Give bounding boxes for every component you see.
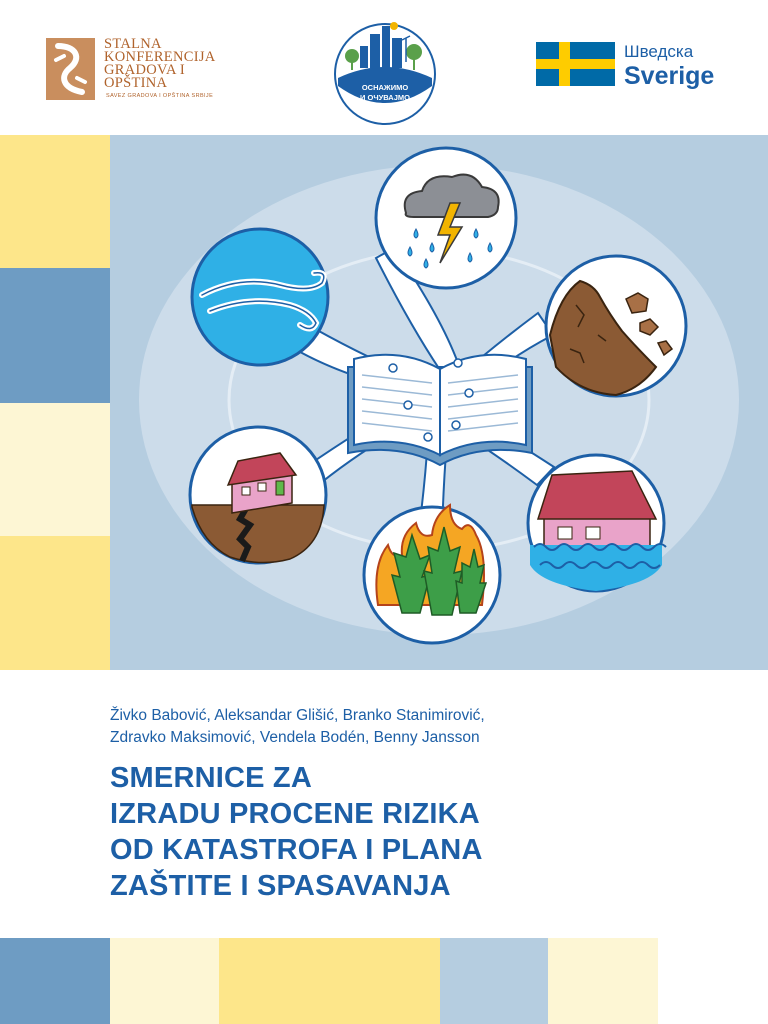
project-logo-line1: ОСНАЖИМО xyxy=(361,83,409,92)
skgo-name xyxy=(104,38,216,90)
project-logo-line2: И ОЧУВАЈМО xyxy=(360,93,410,102)
title-line: SMERNICE ZA xyxy=(110,762,312,794)
skgo-name-line: KONFERENCIJA xyxy=(104,49,216,65)
swedish-flag-icon xyxy=(536,42,615,86)
decor-block-yellow xyxy=(219,938,440,1024)
decor-block-cream xyxy=(110,938,219,1024)
wildfire-icon xyxy=(364,505,500,643)
wind-icon xyxy=(192,229,328,365)
sweden-logo xyxy=(536,42,736,92)
decor-block-cream xyxy=(0,403,110,536)
authors-line: Živko Babović, Aleksandar Glišić, Branko Stanimirović, xyxy=(110,707,485,724)
project-logo xyxy=(330,16,440,126)
skgo-name-line: STALNA xyxy=(104,36,162,52)
hazards-illustration xyxy=(110,135,768,670)
decor-block-light-blue xyxy=(440,938,548,1024)
decor-block-blue xyxy=(0,268,110,403)
sweden-logo-cyrillic: Шведска xyxy=(624,42,694,61)
skgo-emblem-icon xyxy=(46,38,95,100)
storm-icon xyxy=(376,148,516,288)
authors-line: Zdravko Maksimović, Vendela Bodén, Benny Jansson xyxy=(110,729,480,746)
title-line: ZAŠTITE I SPASAVANJA xyxy=(110,870,451,902)
landslide-icon xyxy=(546,256,686,396)
flood-icon xyxy=(528,455,666,591)
skgo-name-line: OPŠTINA xyxy=(104,75,168,91)
skgo-name-line: GRADOVA I xyxy=(104,62,185,78)
skgo-logo xyxy=(46,38,246,103)
open-book-icon xyxy=(348,355,532,465)
title-line: IZRADU PROCENE RIZIKA xyxy=(110,798,480,830)
authors xyxy=(110,705,750,749)
skgo-subline: SAVEZ GRADOVA I OPŠTINA SRBIJE xyxy=(106,93,214,99)
decor-block-yellow xyxy=(0,135,110,268)
decor-block-cream xyxy=(548,938,658,1024)
document-title xyxy=(110,760,750,904)
earthquake-icon xyxy=(190,427,326,563)
decor-block-yellow xyxy=(0,536,110,670)
decor-block-blue xyxy=(0,938,110,1024)
sweden-logo-name: Sverige xyxy=(624,62,715,90)
cover-header xyxy=(0,0,768,135)
title-line: OD KATASTROFA I PLANA xyxy=(110,834,483,866)
